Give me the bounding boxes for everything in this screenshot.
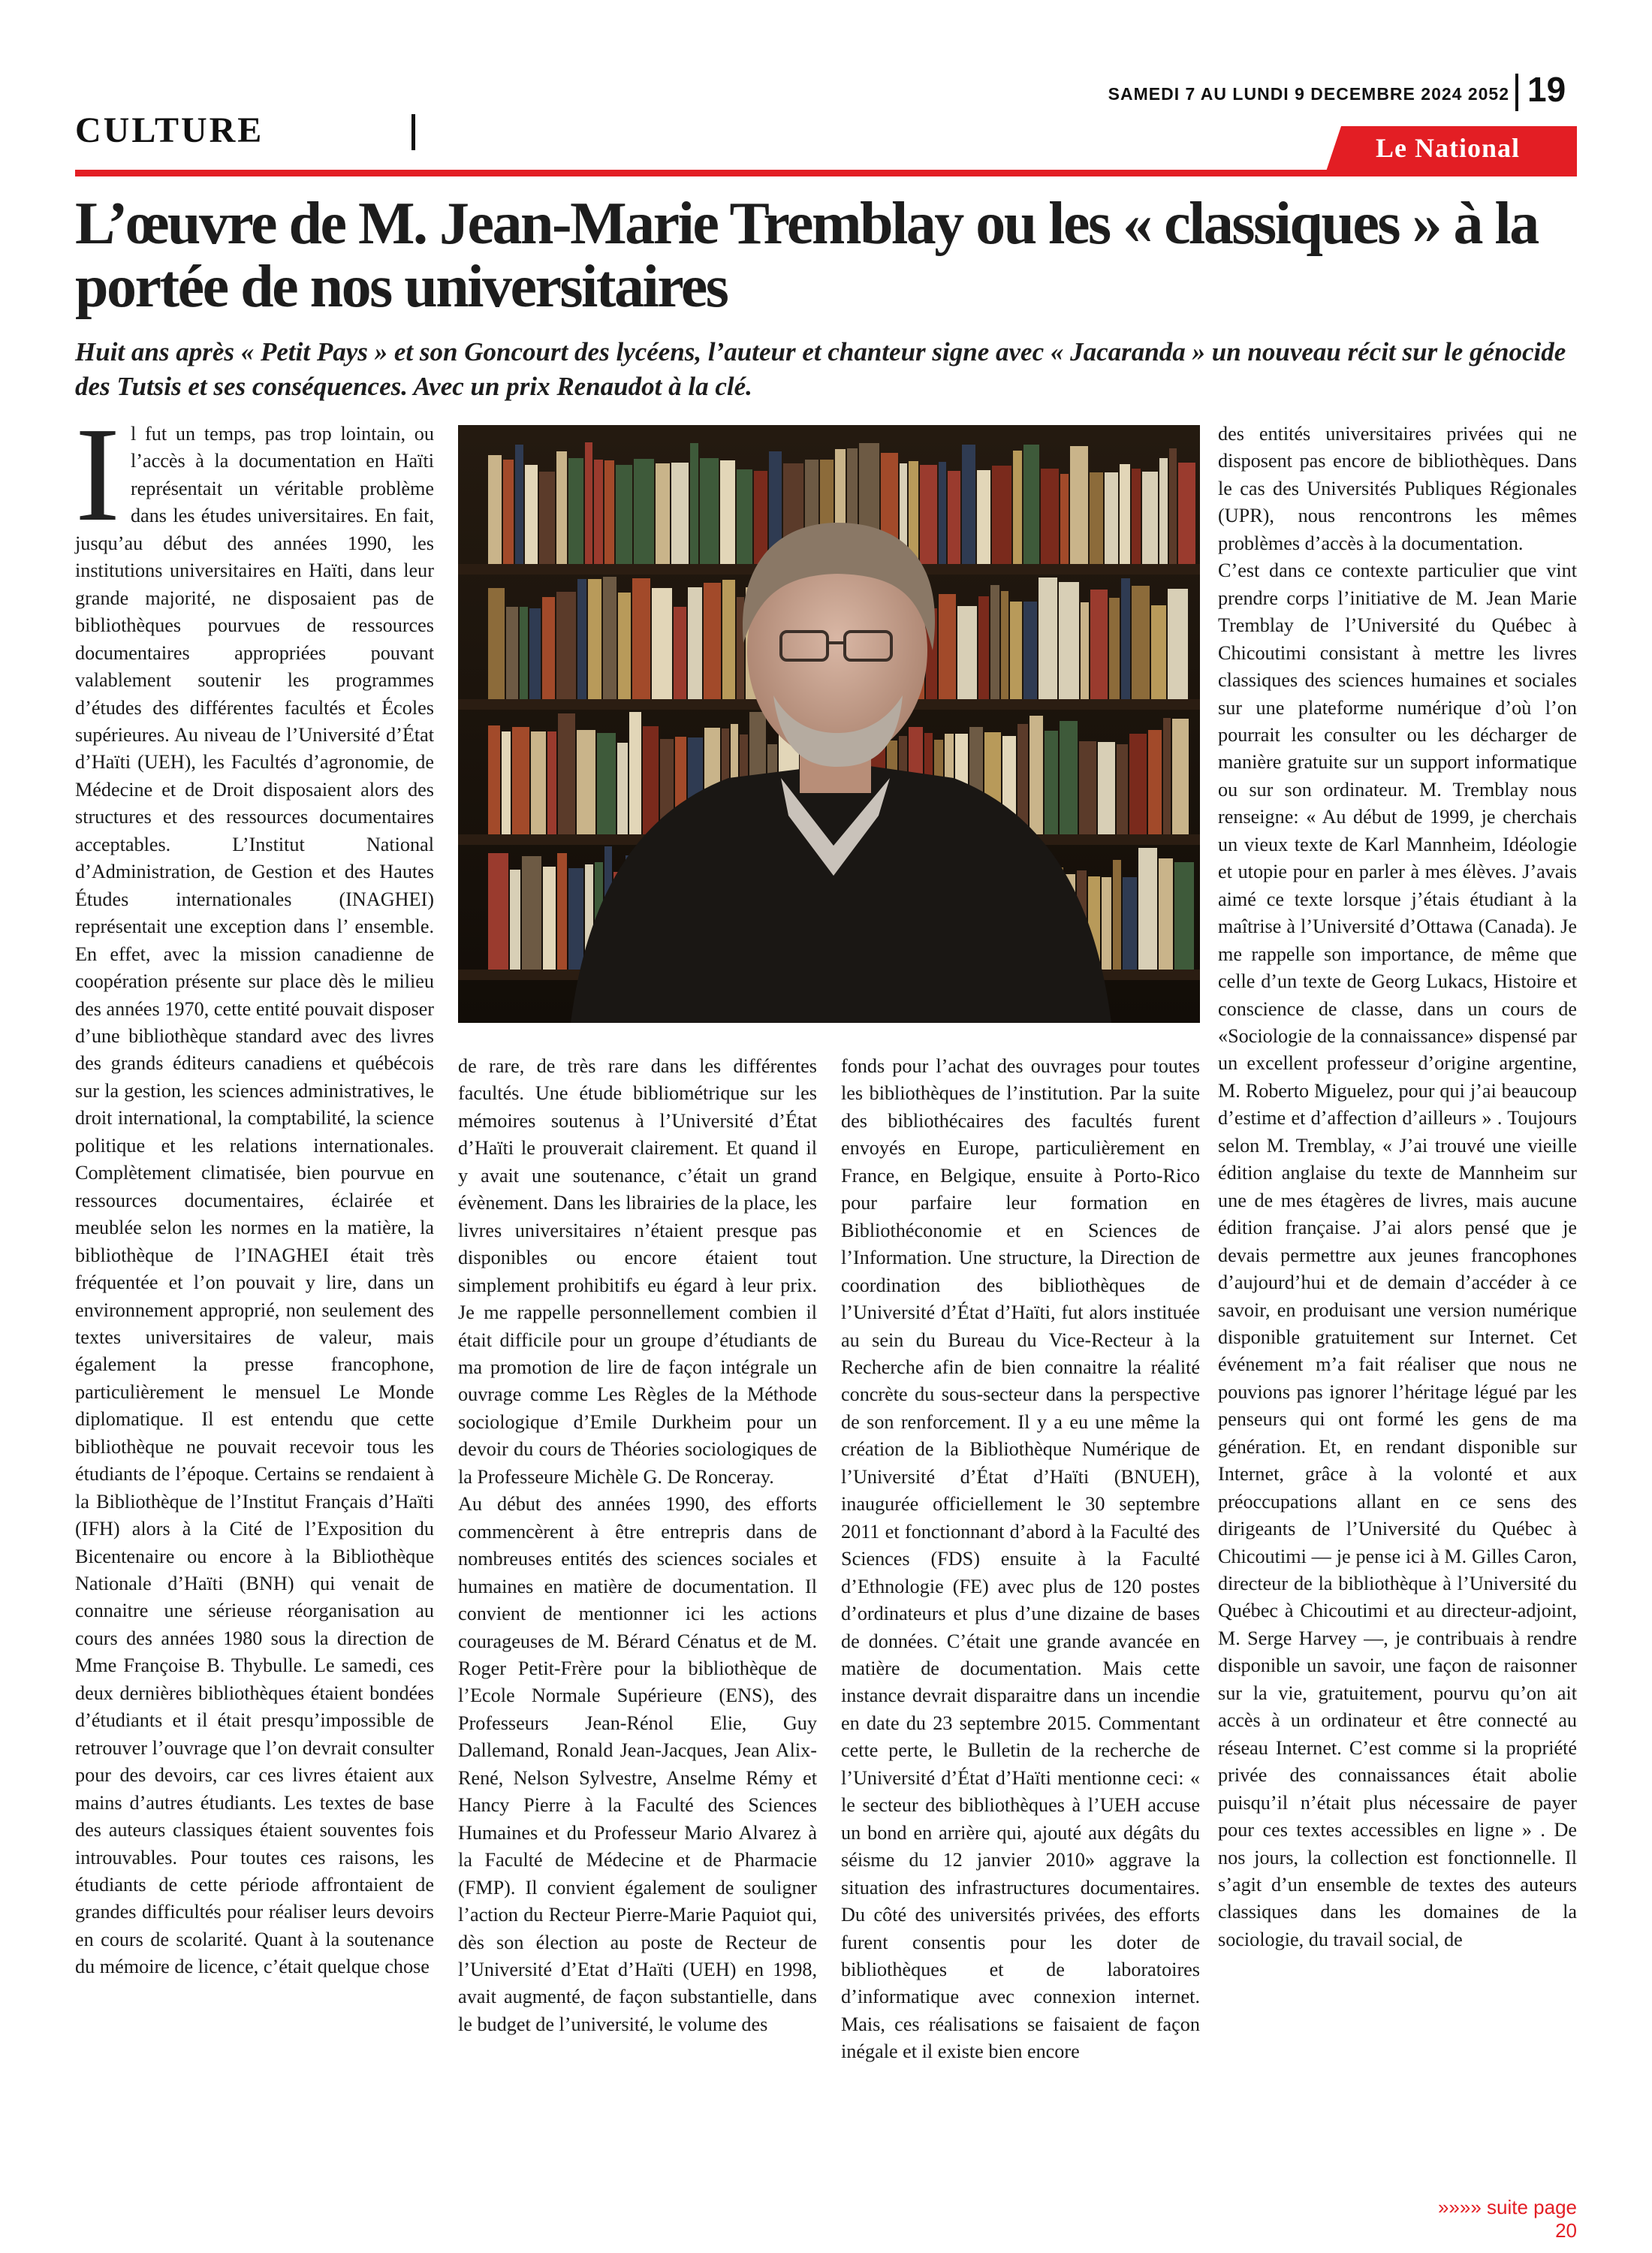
section-divider [411,114,415,150]
header-rule [75,170,1577,176]
paragraph: fonds pour l’achat des ouvrages pour toutes les bibliothèques de l’institution. Par la suite des bibliothécaires des facultés furent envoyés en Europe, particulièrement en France, en Belgique, ensuite à Porto-Rico pour parfaire leur formation en Bibliothéconomie et en Sciences de l’Information. Une structure, la Direction de coordination des bibliothèques de l’Université d’État d’Haïti, fut alors instituée au sein du Bureau du Vice-Recteur à la Recherche afin de bien connaitre la réalité concrète du sous-secteur dans la perspective de son renforcement. Il y a eu une même la création de la Bibliothèque Numérique de l’Université d’État d’Haïti (BNUEH), inaugurée officiellement le 30 septembre 2011 et fonctionnant d’abord à la Faculté des Sciences (FDS) ensuite à la Faculté d’Ethnologie (FE) avec plus de 120 postes d’ordinateurs et plus d’une dizaine de bases de données. C’était une grande avancée en matière de documentation. Mais cette instance devrait disparaitre dans un incendie en date du 23 septembre 2015. Commentant cette perte, le Bulletin de la recherche de l’Université d’État d’Haïti mentionne ceci: « le secteur des bibliothèques à l’UEH accuse un bond en arrière qui, ajouté aux dégâts du séisme du 12 janvier 2010» aggrave la situation des infrastructures documentaires. Du côté des universités privées, des efforts furent consentis pour les doter de bibliothèques et de laboratoires d’informatique avec connexion internet. Mais, ces réalisations se faisaient de façon inégale et il existe bien encore [841,1055,1200,2063]
paragraph: des entités universitaires privées qui ne disposent pas encore de bibliothèques. Dans le cas des Universités Publiques Régionales (UPR), nous rencontrons les mêmes problèmes d’accès à la documentation. [1218,423,1577,554]
page-number: 19 [1527,70,1566,109]
issue-date: SAMEDI 7 AU LUNDI 9 DECEMBRE 2024 2052 [1108,84,1509,104]
page-number-divider [1515,74,1518,111]
paragraph-text: l fut un temps, pas trop lointain, ou l’accès à la documentation en Haïti représentait un véritable problème dans les études universitaires. En fait, jusqu’au début des années 1990, les institutions universitaires en Haïti, dans leur grande majorité, ne disposaient pas de bibliothèques pourvues de ressources documentaires appropriées pouvant valablement soutenir les programmes d’études des différentes facultés et Écoles supérieures. Au niveau de l’Université d’État d’Haïti (UEH), les Facultés d’agronomie, de Médecine et de Droit disposaient alors des structures et des ressources documentaires acceptables. L’Institut National d’Administration, de Gestion et des Hautes Études internationales (INAGHEI) représentait une exception dans l’ ensemble. En effet, avec la mission canadienne de coopération présente sur place dès le milieu des années 1970, cette entité pouvait disposer d’une bibliothèque standard avec des livres des grands éditeurs canadiens et québécois sur la gestion, les sciences administratives, le droit international, la comptabilité, la science politique et les relations internationales. Complètement climatisée, bien pourvue en ressources documentaires, éclairée et meublée selon les normes en la matière, la bibliothèque de l’INAGHEI était très fréquentée et l’on pouvait y lire, dans un environnement approprié, non seulement des textes universitaires de valeur, mais également la presse francophone, particulièrement le mensuel Le Monde diplomatique. Il est entendu que cette bibliothèque ne pouvait recevoir tous les étudiants de l’époque. Certains se rendaient à la Bibliothèque de l’Institut Français d’Haïti (IFH) alors à la Cité de l’Exposition du Bicentenaire ou encore à la Bibliothèque Nationale d’Haïti (BNH) qui venait de connaitre une sérieuse réorganisation au cours des années 1980 sous la direction de Mme Françoise B. Thybulle. Le samedi, ces deux dernières bibliothèques étaient bondées d’étudiants et il était presqu’impossible de retrouver l’ouvrage que l’on devrait consulter pour des devoirs, car ces livres étaient aux mains d’autres étudiants. Les textes de base des auteurs classiques étaient souventes fois introuvables. Pour toutes ces raisons, les étudiants de cette période affrontaient de grandes difficultés pour réaliser leurs devoirs en cours de scolarité. Quant à la soutenance du mémoire de licence, c’était quelque chose [75,423,434,1978]
section-label: CULTURE [75,110,264,150]
article-column-1 [75,400,434,1981]
masthead-logo: Le National [1376,133,1521,163]
portrait-photo-illustration [458,425,1200,1023]
article-column-4 [1218,421,1577,1953]
paragraph [75,400,434,1981]
paragraph: C’est dans ce contexte particulier que vint prendre corps l’initiative de M. Jean Marie Tremblay de l’Université du Québec à Chicoutimi consistant à mettre les livres classiques des sciences humaines et sociales sur une plateforme numérique d’où l’on pourrait les consulter ou les décharger de manière gratuite sur un support informatique ou sur son ordinateur. M. Tremblay nous renseigne: « Au début de 1999, je cherchais un vieux texte de Karl Mannheim, Idéologie et utopie pour en parler à mes élèves. J’avais aimé ce texte lorsque j’étais étudiant à la maîtrise à l’Université d’Ottawa (Canada). Je me rappelle son importance, de même que celle d’un texte de Georg Lukacs, Histoire et conscience de classe, dans un cours de «Sociologie de la connaissance» dispensé par un excellent professeur d’origine argentine, M. Roberto Miguelez, pour qui j’ai beaucoup d’estime et d’affection d’ailleurs » . Toujours selon M. Tremblay, « J’ai trouvé une vieille édition anglaise du texte de Mannheim sur une de mes étagères de livres, mais aucune édition française. J’ai alors pensé que je devais permettre aux jeunes francophones d’aujourd’hui et de demain d’accéder à ce savoir, en produisant une version numérique disponible gratuitement sur Internet. Cet événement m’a fait réaliser que nous ne pouvions pas ignorer l’héritage légué par les penseurs qui ont formé les gens de ma génération. Et, en rendant disponible sur Internet, grâce à la volonté et aux préoccupations allant en ce sens des dirigeants de l’Université du Québec à Chicoutimi — je pense ici à M. Gilles Caron, directeur de la bibliothèque à l’Université du Québec à Chicoutimi et au directeur-adjoint, M. Serge Harvey —, je contribuais à rendre disponible un savoir, une façon de raisonner sur la vie, gratuitement, pourvu qu’on ait accès à un ordinateur et être connecté au réseau Internet. C’est comme si la propriété privée des connaissances était abolie puisqu’il n’était plus nécessaire de payer pour ces textes accessibles en ligne » . De nos jours, la collection est fonctionnelle. Il s’agit d’un ensemble de textes des auteurs classiques dans les domaines de la sociologie, du travail social, de [1218,559,1577,1950]
article-column-3 [841,1053,1200,2066]
paragraph: Au début des années 1990, des efforts commencèrent à être entrepris dans de nombreuses entités des sciences sociales et humaines en matière de documentation. Il convient de mentionner ici les actions courageuses de M. Bérard Cénatus et de M. Roger Petit-Frère pour la bibliothèque de l’Ecole Normale Supérieure (ENS), des Professeurs Jean-Rénol Elie, Guy Dallemand, Ronald Jean-Jacques, Jean Alix-René, Nelson Sylvestre, Anselme Rémy et Hancy Pierre à la Faculté des Sciences Humaines et du Professeur Mario Alvarez à la Faculté de Médecine et de Pharmacie (FMP). Il convient également de souligner l’action du Recteur Pierre-Marie Paquiot qui, dès son élection au poste de Recteur de l’Université d’Etat d’Haïti (UEH) en 1998, avait augmenté, de façon substantielle, dans le budget de l’université, le volume des [458,1493,817,2035]
article-photo [458,425,1200,1023]
drop-cap: I [75,400,120,549]
article-headline: L’œuvre de M. Jean-Marie Tremblay ou les « classiques » à la portée de nos universitaires [75,191,1538,320]
article-deck: Huit ans après « Petit Pays » et son Goncourt des lycéens, l’auteur et chanteur signe avec « Jacaranda » un nouveau récit sur le génocide des Tutsis et ses conséquences. Avec un prix Renaudot à la clé. [75,337,1566,401]
paragraph: de rare, de très rare dans les différentes facultés. Une étude bibliométrique sur les mémoires soutenus à l’Université d’État d’Haïti le prouverait clairement. Et quand il y avait une soutenance, c’était un grand évènement. Dans les librairies de la place, les livres universitaires n’étaient presque pas disponibles ou encore étaient tout simplement prohibitifs eu égard à leur prix. Je me rappelle personnellement combien il était difficile pour un groupe d’étudiants de ma promotion de lire de façon intégrale un ouvrage comme Les Règles de la Méthode sociologique d’Emile Durkheim pour un devoir du cours de Théories sociologiques de la Professeure Michèle G. De Ronceray. [458,1055,817,1488]
continued-on-page-link[interactable]: »»»» suite page 20 [1437,2196,1577,2242]
article-column-2 [458,1053,817,2038]
